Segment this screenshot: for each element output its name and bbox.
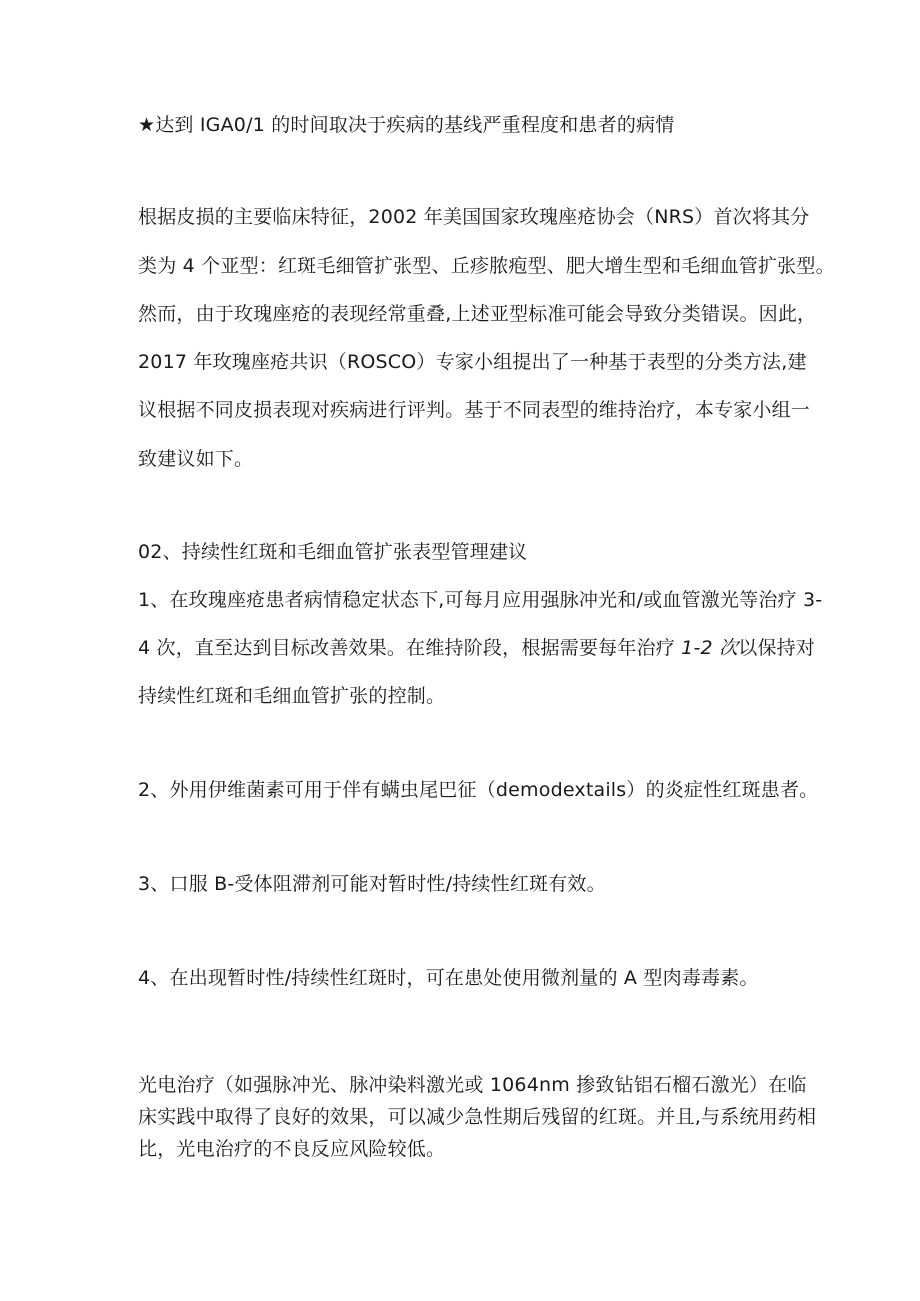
recommendation-4: 4、在出现暂时性/持续性红斑时，可在患处使用微剂量的 A 型肉毒毒素。 (138, 967, 759, 989)
emphasis-text: 1-2 次 (681, 637, 739, 659)
paragraph-line: 然而，由于玫瑰座疮的表现经常重叠,上述亚型标准可能会导致分类错误。因此， (138, 303, 817, 325)
paragraph-line: 光电治疗（如强脉冲光、脉冲染料激光或 1064nm 掺致钻铝石榴石激光）在临 (138, 1074, 807, 1096)
paragraph-line: 比，光电治疗的不良反应风险较低。 (138, 1138, 446, 1160)
recommendation-3: 3、口服 B-受体阻滞剂可能对暂时性/持续性红斑有效。 (138, 873, 606, 895)
text-run: 以保持对 (738, 637, 816, 659)
paragraph-line: 持续性红斑和毛细血管扩张的控制。 (138, 685, 446, 707)
paragraph-line: 2017 年玫瑰座疮共识（ROSCO）专家小组提出了一种基于表型的分类方法,建 (138, 351, 807, 373)
paragraph-line: 根据皮损的主要临床特征，2002 年美国国家玫瑰座疮协会（NRS）首次将其分 (138, 206, 810, 228)
recommendation-2: 2、外用伊维菌素可用于伴有螨虫尾巴征（demodextails）的炎症性红斑患者。 (138, 779, 819, 801)
paragraph-line: 1、在玫瑰座疮患者病情稳定状态下,可每月应用强脉冲光和/或血管激光等治疗 3- (138, 589, 823, 611)
text-run: 4 次，直至达到目标改善效果。在维持阶段，根据需要每年治疗 (138, 637, 682, 659)
paragraph-line: 致建议如下。 (138, 448, 254, 470)
note-line: ★达到 IGA0/1 的时间取决于疾病的基线严重程度和患者的病情 (138, 114, 675, 136)
paragraph-line: 床实践中取得了良好的效果，可以减少急性期后残留的红斑。并且,与系统用药相 (138, 1106, 817, 1128)
paragraph-line (138, 636, 815, 660)
section-heading: 02、持续性红斑和毛细血管扩张表型管理建议 (138, 541, 528, 563)
paragraph-line: 议根据不同皮损表现对疾病进行评判。基于不同表型的维持治疗，本专家小组一 (138, 399, 811, 421)
paragraph-line: 类为 4 个亚型：红斑毛细管扩张型、丘疹脓疱型、肥大增生型和毛细血管扩张型。 (138, 255, 835, 277)
